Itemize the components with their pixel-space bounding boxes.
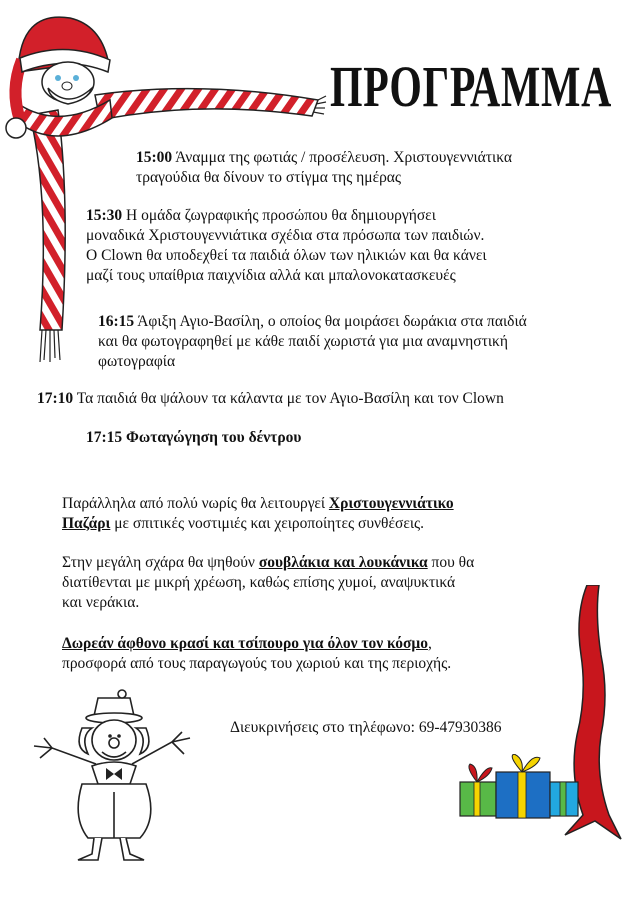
bazaar-text-2: με σπιτικές νοστιμιές και χειροποίητες συνθέσεις. <box>110 515 425 532</box>
schedule-time: 17:10 <box>37 390 74 407</box>
schedule-item <box>86 206 487 286</box>
wine-text: προσφορά από τους παραγωγούς του χωριού και της περιοχής. <box>62 655 452 672</box>
grill-text-4: και νεράκια. <box>62 594 140 611</box>
bazaar-paragraph <box>62 494 454 534</box>
schedule-text-line2: μοναδικά Χριστουγεννιάτικα σχέδια στα πρόσωπα των παιδιών. <box>86 227 485 244</box>
bazaar-highlight: Χριστουγεννιάτικο <box>328 495 454 512</box>
schedule-item <box>86 428 301 448</box>
wine-paragraph <box>62 634 451 674</box>
bazaar-highlight-2: Παζάρι <box>62 515 111 532</box>
schedule-text-line3: φωτογραφία <box>98 353 176 370</box>
schedule-time: 16:15 <box>98 313 135 330</box>
schedule-text: Άναμμα της φωτιάς / προσέλευση. Χριστουγεννιάτικα <box>175 149 512 166</box>
schedule-text: Η ομάδα ζωγραφικής προσώπου θα δημιουργήσει <box>126 207 436 224</box>
schedule-text-line2: και θα φωτογραφηθεί με κάθε παιδί χωριστά για μια αναμνηστική <box>98 333 508 350</box>
schedule-time: 15:30 <box>86 207 123 224</box>
schedule-text-line4: μαζί τους υπαίθρια παιχνίδια αλλά και μπαλονοκατασκευές <box>86 267 456 284</box>
clown-illustration <box>22 688 202 868</box>
schedule-item <box>136 148 512 188</box>
schedule-text-line3: Ο Clown θα υποδεχθεί τα παιδιά όλων των ηλικιών και θα κάνει <box>86 247 487 264</box>
bazaar-text: Παράλληλα από πολύ νωρίς θα λειτουργεί <box>62 495 329 512</box>
gift-boxes-illustration <box>456 754 586 834</box>
grill-text-3: διατίθενται με μικρή χρέωση, καθώς επίσης χυμοί, αναψυκτικά <box>62 574 456 591</box>
wine-highlight: Δωρεάν άφθονο κρασί και τσίπουρο για όλον τον κόσμο <box>62 635 428 652</box>
schedule-text: Φωταγώγηση του δέντρου <box>126 429 302 446</box>
schedule-text-line2: τραγούδια θα δίνουν το στίγμα της ημέρας <box>136 169 402 186</box>
page-title: ΠΡΟΓΡΑΜΜΑ <box>330 54 613 119</box>
contact-line: Διευκρινήσεις στο τηλέφωνο: 69-47930386 <box>230 719 502 736</box>
schedule-item <box>37 389 504 409</box>
schedule-text: Άφιξη Αγιο-Βασίλη, ο οποίος θα μοιράσει δωράκια στα παιδιά <box>137 313 527 330</box>
wine-comma: , <box>427 635 432 652</box>
grill-text-2: που θα <box>427 554 475 571</box>
schedule-time: 17:15 <box>86 429 123 446</box>
grill-highlight: σουβλάκια και λουκάνικα <box>258 554 428 571</box>
schedule-time: 15:00 <box>136 149 173 166</box>
grill-text: Στην μεγάλη σχάρα θα ψηθούν <box>62 554 259 571</box>
grill-paragraph <box>62 553 474 613</box>
schedule-item <box>98 312 527 372</box>
schedule-text: Τα παιδιά θα ψάλουν τα κάλαντα με τον Αγιο-Βασίλη και τον Clown <box>76 390 504 407</box>
